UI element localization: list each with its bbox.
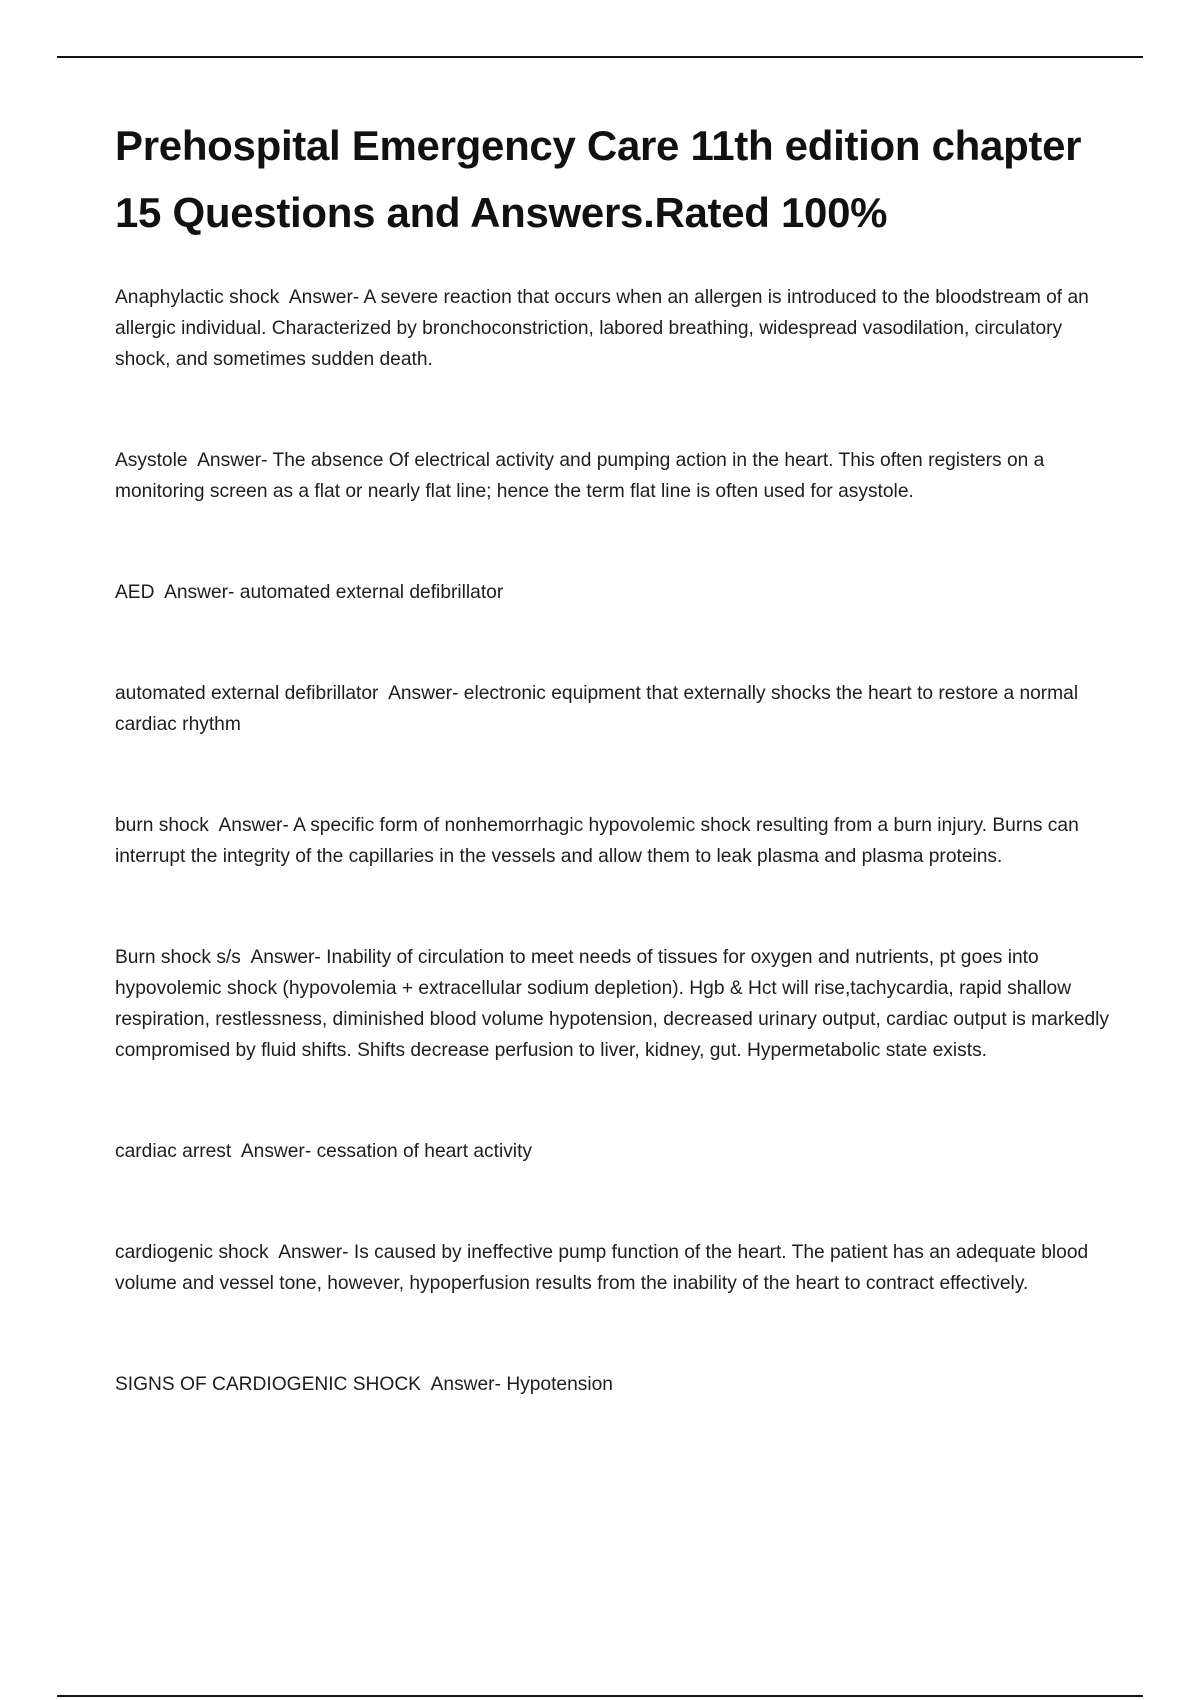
answer-prefix: Answer- <box>288 287 360 308</box>
qa-term: SIGNS OF CARDIOGENIC SHOCK <box>115 1374 421 1395</box>
answer-prefix: Answer- <box>430 1374 501 1395</box>
document-body <box>115 112 1115 1470</box>
qa-answer: automated external defibrillator <box>239 582 504 603</box>
qa-item-cardiogenic-shock <box>115 1237 1115 1299</box>
qa-answer: Is caused by ineffective pump function of the heart. The patient has an adequate blood volume and vessel tone, however, hypoperfusion results from the inability of the heart to contract effectively. <box>115 1242 1089 1294</box>
answer-prefix: Answer- <box>164 582 235 603</box>
qa-term: cardiac arrest <box>115 1141 232 1162</box>
qa-term: Burn shock s/s <box>115 947 241 968</box>
answer-prefix: Answer- <box>250 947 321 968</box>
title-line-1: Prehospital Emergency Care 11th edition chapter <box>115 122 1082 169</box>
qa-answer: A severe reaction that occurs when an allergen is introduced to the bloodstream of an allergic individual. Characterized by bronchoconstriction, labored breathing, widespread vasodilation, circulatory shock, and sometimes sudden death. <box>115 287 1089 370</box>
qa-term: Anaphylactic shock <box>115 287 280 308</box>
qa-answer: cessation of heart activity <box>316 1141 532 1162</box>
qa-item-aed <box>115 577 1115 608</box>
title-line-2: 15 Questions and Answers.Rated 100% <box>115 189 888 236</box>
qa-answer: A specific form of nonhemorrhagic hypovolemic shock resulting from a burn injury. Burns can interrupt the integrity of the capillaries in the vessels and allow them to leak plasma and plasma proteins. <box>115 815 1079 867</box>
qa-answer: Inability of circulation to meet needs of tissues for oxygen and nutrients, pt goes into hypovolemic shock (hypovolemia + extracellular sodium depletion). Hgb & Hct will rise,tachycardia, rapid shallow respiration, restlessness, diminished blood volume hypotension, decreased urinary output, cardiac output is markedly compromised by fluid shifts. Shifts decrease perfusion to liver, kidney, gut. Hypermetabolic state exists. <box>115 947 1110 1061</box>
answer-prefix: Answer- <box>240 1141 312 1162</box>
qa-answer: electronic equipment that externally shocks the heart to restore a normal cardiac rhythm <box>115 683 1079 735</box>
qa-item-cardiac-arrest <box>115 1136 1115 1167</box>
answer-prefix: Answer- <box>278 1242 349 1263</box>
qa-term: Asystole <box>115 450 188 471</box>
qa-term: burn shock <box>115 815 209 836</box>
top-divider <box>57 56 1143 58</box>
qa-term: cardiogenic shock <box>115 1242 269 1263</box>
qa-answer: Hypotension <box>506 1374 613 1395</box>
answer-prefix: Answer- <box>388 683 459 704</box>
qa-item-anaphylactic-shock <box>115 282 1115 375</box>
bottom-divider <box>57 1695 1143 1697</box>
answer-prefix: Answer- <box>197 450 268 471</box>
qa-item-asystole <box>115 445 1115 507</box>
qa-item-burn-shock-ss <box>115 942 1115 1066</box>
qa-item-signs-of-cardiogenic-shock <box>115 1369 1115 1400</box>
answer-prefix: Answer- <box>218 815 289 836</box>
qa-answer: The absence Of electrical activity and pumping action in the heart. This often registers on a monitoring screen as a flat or nearly flat line; hence the term flat line is often used for asystole. <box>115 450 1045 502</box>
qa-item-automated-external-defibrillator <box>115 678 1115 740</box>
qa-term: AED <box>115 582 155 603</box>
qa-item-burn-shock <box>115 810 1115 872</box>
qa-list <box>115 282 1115 1400</box>
document-title <box>115 112 1115 246</box>
qa-term: automated external defibrillator <box>115 683 379 704</box>
